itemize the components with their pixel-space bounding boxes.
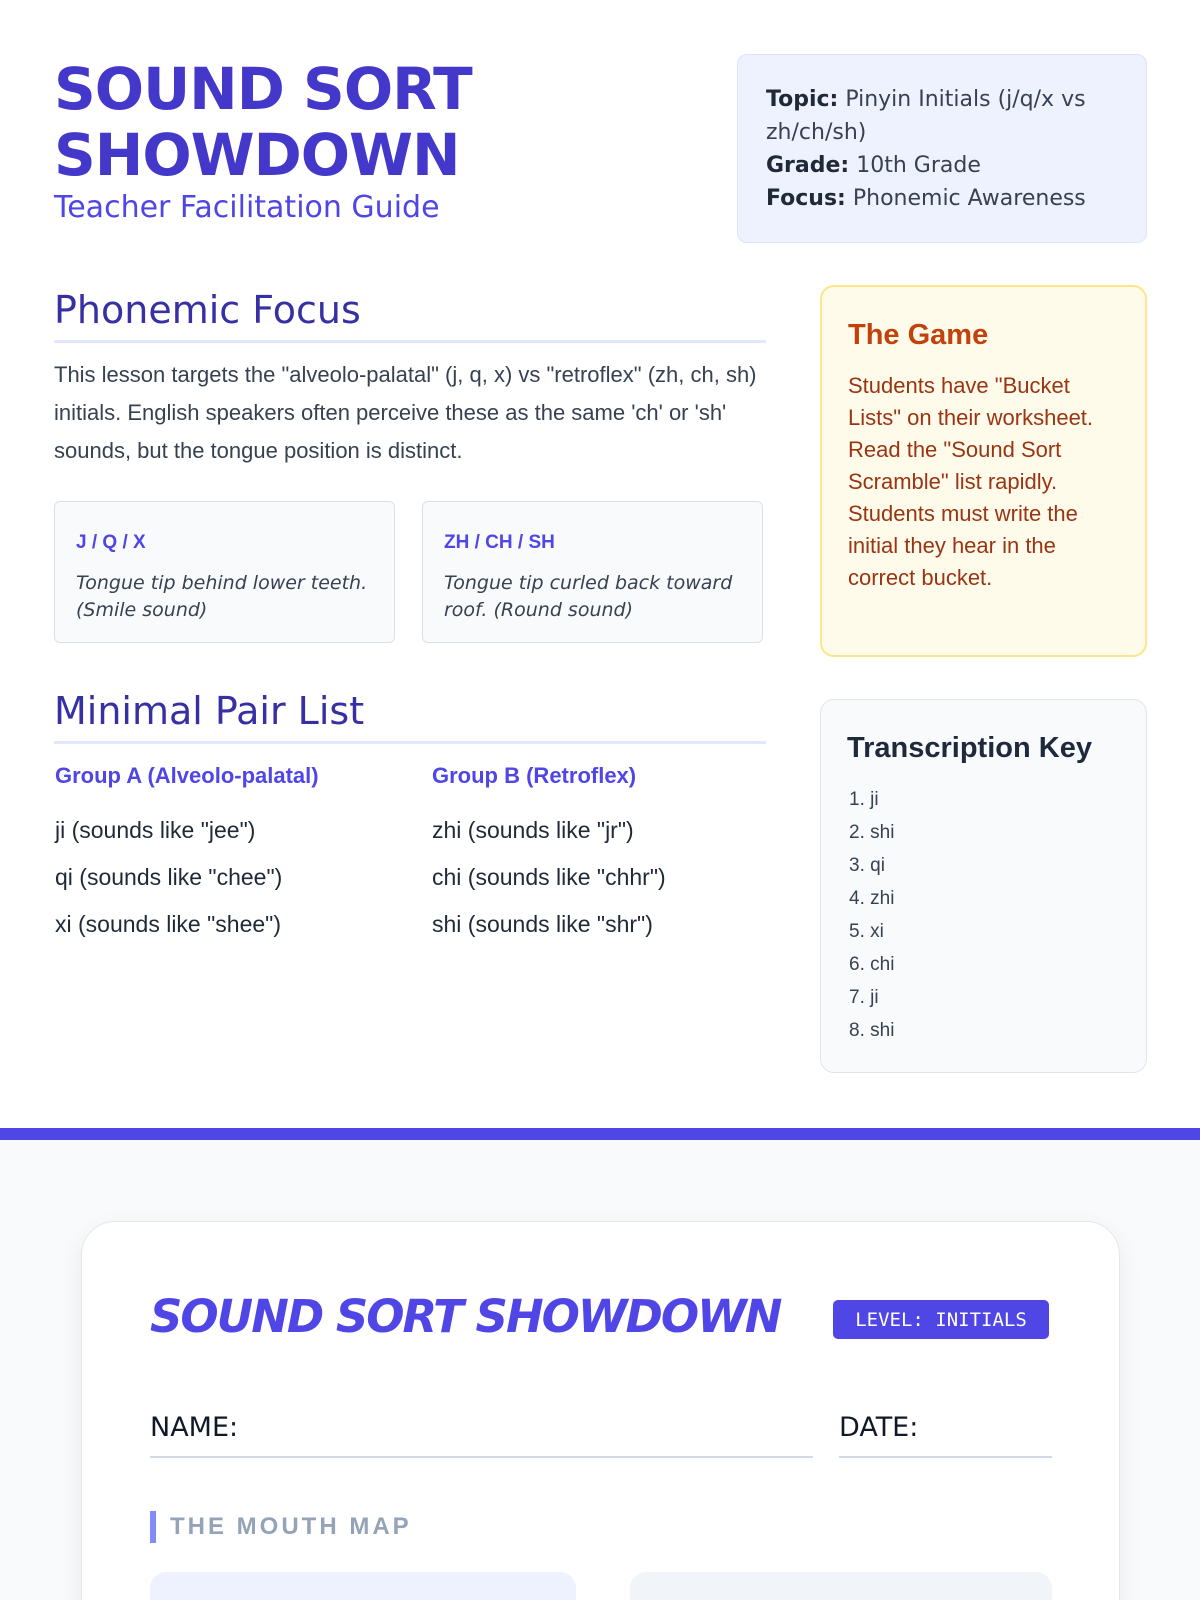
focus-label: Focus: — [766, 186, 846, 211]
list-item: 5. xi — [849, 921, 884, 942]
list-item: qi (sounds like "chee") — [55, 864, 283, 890]
list-item: xi (sounds like "shee") — [55, 911, 281, 937]
list-item: chi (sounds like "chhr") — [432, 864, 666, 890]
guide-title — [54, 56, 674, 188]
list-item: 2. shi — [849, 822, 895, 843]
grade-label: Grade: — [766, 153, 850, 178]
sound-card-title: J / Q / X — [76, 532, 146, 553]
grade-value: 10th Grade — [856, 153, 981, 178]
phonemic-focus-text: This lesson targets the "alveolo-palatal" (j, q, x) vs "retroflex" (zh, ch, sh) initials. English speakers often perceive these as the same 'ch' or 'sh' sounds, but the tongue position is distinct. — [54, 362, 757, 463]
sound-card-description: Tongue tip behind lower teeth. (Smile sound) — [76, 572, 368, 621]
topic-label: Topic: — [766, 87, 839, 112]
minimal-pair-heading: Minimal Pair List — [54, 689, 766, 744]
transcription-key-list — [847, 783, 1120, 1047]
phonemic-focus-heading: Phonemic Focus — [54, 288, 766, 343]
worksheet-card — [81, 1221, 1120, 1600]
grade-row — [766, 149, 1118, 182]
date-label: DATE: — [839, 1412, 919, 1443]
list-item: 6. chi — [849, 954, 895, 975]
mouth-map-heading: THE MOUTH MAP — [150, 1511, 412, 1543]
game-info-box — [820, 285, 1147, 657]
mouth-map-card-right — [630, 1572, 1052, 1600]
topic-value: Pinyin Initials (j/q/x vs zh/ch/sh) — [766, 87, 1086, 145]
transcription-key-box — [820, 699, 1147, 1073]
list-item: 4. zhi — [849, 888, 895, 909]
focus-row — [766, 182, 1118, 215]
topic-row — [766, 83, 1118, 149]
list-item: 3. qi — [849, 855, 885, 876]
focus-value: Phonemic Awareness — [852, 186, 1086, 211]
group-a-list — [55, 763, 395, 948]
list-item: zhi (sounds like "jr") — [432, 817, 634, 843]
transcription-key-title: Transcription Key — [847, 732, 1092, 764]
game-title: The Game — [848, 319, 989, 351]
list-item: 7. ji — [849, 987, 879, 1008]
date-field[interactable] — [839, 1456, 1052, 1458]
guide-title-line-1: SOUND SORT — [54, 55, 472, 123]
mouth-map-card-left — [150, 1572, 576, 1600]
name-field[interactable] — [150, 1456, 813, 1458]
list-item: 8. shi — [849, 1020, 895, 1041]
lesson-info-box — [737, 54, 1147, 243]
guide-title-line-2: SHOWDOWN — [54, 121, 460, 189]
group-b-list — [432, 763, 772, 948]
page-divider — [0, 1128, 1200, 1140]
list-item: 1. ji — [849, 789, 879, 810]
level-badge: LEVEL: INITIALS — [833, 1300, 1049, 1339]
name-label: NAME: — [150, 1412, 239, 1443]
sound-card-retroflex — [422, 501, 763, 643]
list-item: ji (sounds like "jee") — [55, 817, 256, 843]
group-b-title: Group B (Retroflex) — [432, 763, 637, 788]
list-item: shi (sounds like "shr") — [432, 911, 653, 937]
sound-card-description: Tongue tip curled back toward roof. (Round sound) — [444, 572, 733, 621]
sound-card-title: ZH / CH / SH — [444, 532, 555, 553]
guide-subtitle: Teacher Facilitation Guide — [54, 190, 440, 225]
game-text: Students have "Bucket Lists" on their worksheet. Read the "Sound Sort Scramble" list rapidly. Students must write the initial they hear in the correct bucket. — [848, 373, 1094, 590]
worksheet-title: SOUND SORT SHOWDOWN — [150, 1290, 781, 1343]
group-a-title: Group A (Alveolo-palatal) — [55, 763, 319, 788]
sound-card-alveolo-palatal — [54, 501, 395, 643]
guide-header — [54, 56, 674, 225]
